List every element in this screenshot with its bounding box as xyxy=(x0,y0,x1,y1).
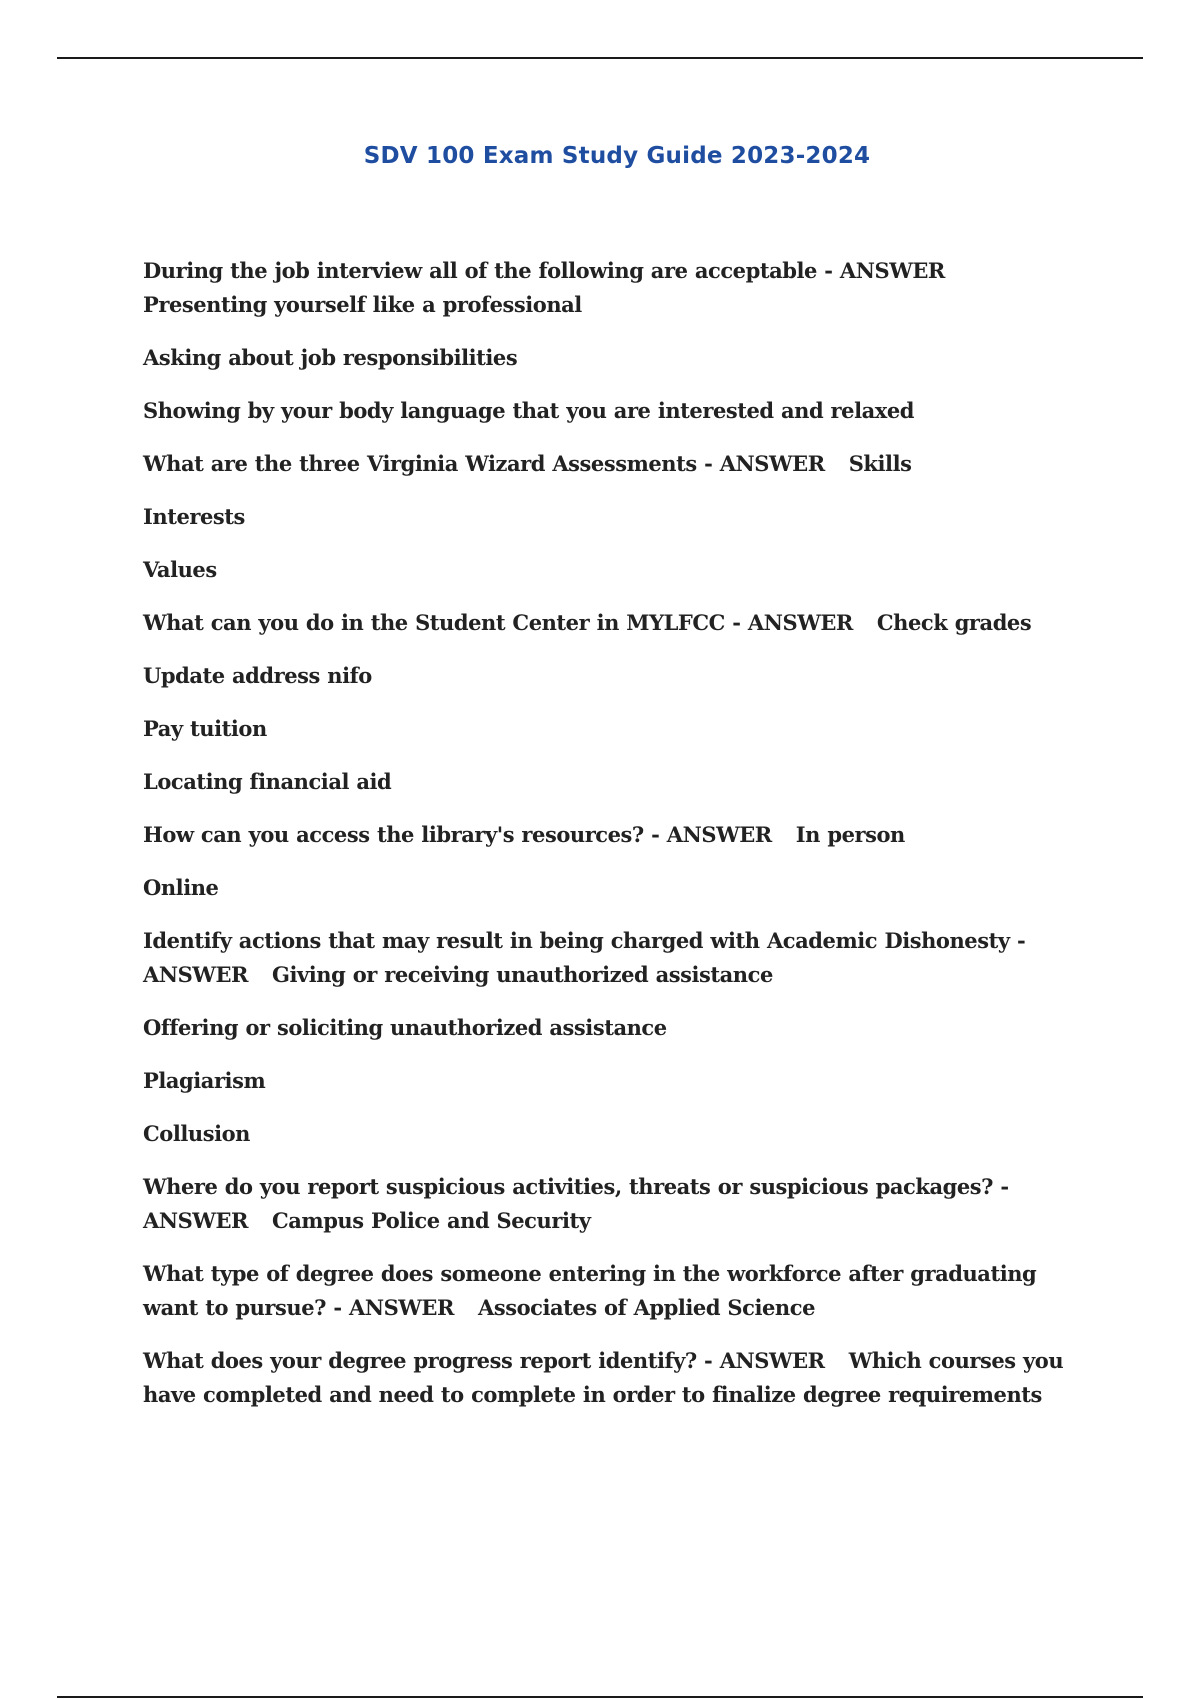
question-text: During the job interview all of the following are acceptable - ANSWER xyxy=(143,258,945,283)
question-text: What can you do in the Student Center in MYLFCC - ANSWER xyxy=(143,610,853,635)
answer-item xyxy=(143,1011,1083,1045)
question-text: What are the three Virginia Wizard Assessments - ANSWER xyxy=(143,451,825,476)
answer-text: Giving or receiving unauthorized assistance xyxy=(272,962,773,987)
answer-text: In person xyxy=(795,822,905,847)
document-title: SDV 100 Exam Study Guide 2023-2024 xyxy=(363,143,871,169)
qa-item xyxy=(143,1170,1083,1238)
bottom-rule xyxy=(57,1696,1143,1698)
answer-item xyxy=(143,712,1083,746)
question-text: Where do you report suspicious activities, threats or suspicious packages? - ANSWER xyxy=(143,1174,1009,1233)
qa-item xyxy=(143,254,1083,322)
answer-item xyxy=(143,394,1083,428)
qa-item xyxy=(143,1344,1083,1412)
answer-item xyxy=(143,659,1083,693)
qa-item xyxy=(143,606,1083,640)
qa-item xyxy=(143,924,1083,992)
answer-text: Offering or soliciting unauthorized assistance xyxy=(143,1015,667,1040)
top-rule xyxy=(57,57,1143,59)
answer-text: Collusion xyxy=(143,1121,250,1146)
answer-text: Update address nifo xyxy=(143,663,372,688)
answer-item xyxy=(143,1117,1083,1151)
answer-item xyxy=(143,500,1083,534)
answer-text: Campus Police and Security xyxy=(272,1208,591,1233)
qa-item xyxy=(143,818,1083,852)
answer-item xyxy=(143,871,1083,905)
answer-text: Locating financial aid xyxy=(143,769,392,794)
answer-text: Interests xyxy=(143,504,245,529)
question-text: Identify actions that may result in being charged with Academic Dishonesty - ANSWER xyxy=(143,928,1026,987)
question-text: What type of degree does someone entering in the workforce after graduating want to pursue? - ANSWER xyxy=(143,1261,1037,1320)
answer-item xyxy=(143,765,1083,799)
answer-text: Showing by your body language that you are interested and relaxed xyxy=(143,398,914,423)
answer-text: Skills xyxy=(848,451,912,476)
question-text: What does your degree progress report identify? - ANSWER xyxy=(143,1348,825,1373)
answer-text: Asking about job responsibilities xyxy=(143,345,518,370)
answer-text: Which courses you have completed and need to complete in order to finalize degree requirements xyxy=(143,1348,1064,1407)
answer-text: Online xyxy=(143,875,219,900)
answer-text: Check grades xyxy=(876,610,1032,635)
answer-text: Plagiarism xyxy=(143,1068,266,1093)
answer-item xyxy=(143,1064,1083,1098)
answer-text: Values xyxy=(143,557,217,582)
answer-item xyxy=(143,341,1083,375)
qa-item xyxy=(143,447,1083,481)
answer-text: Associates of Applied Science xyxy=(478,1295,815,1320)
study-guide-content xyxy=(143,254,1083,1431)
question-text: How can you access the library's resources? - ANSWER xyxy=(143,822,772,847)
answer-text: Pay tuition xyxy=(143,716,267,741)
qa-item xyxy=(143,1257,1083,1325)
answer-text: Presenting yourself like a professional xyxy=(143,292,582,317)
answer-item xyxy=(143,553,1083,587)
